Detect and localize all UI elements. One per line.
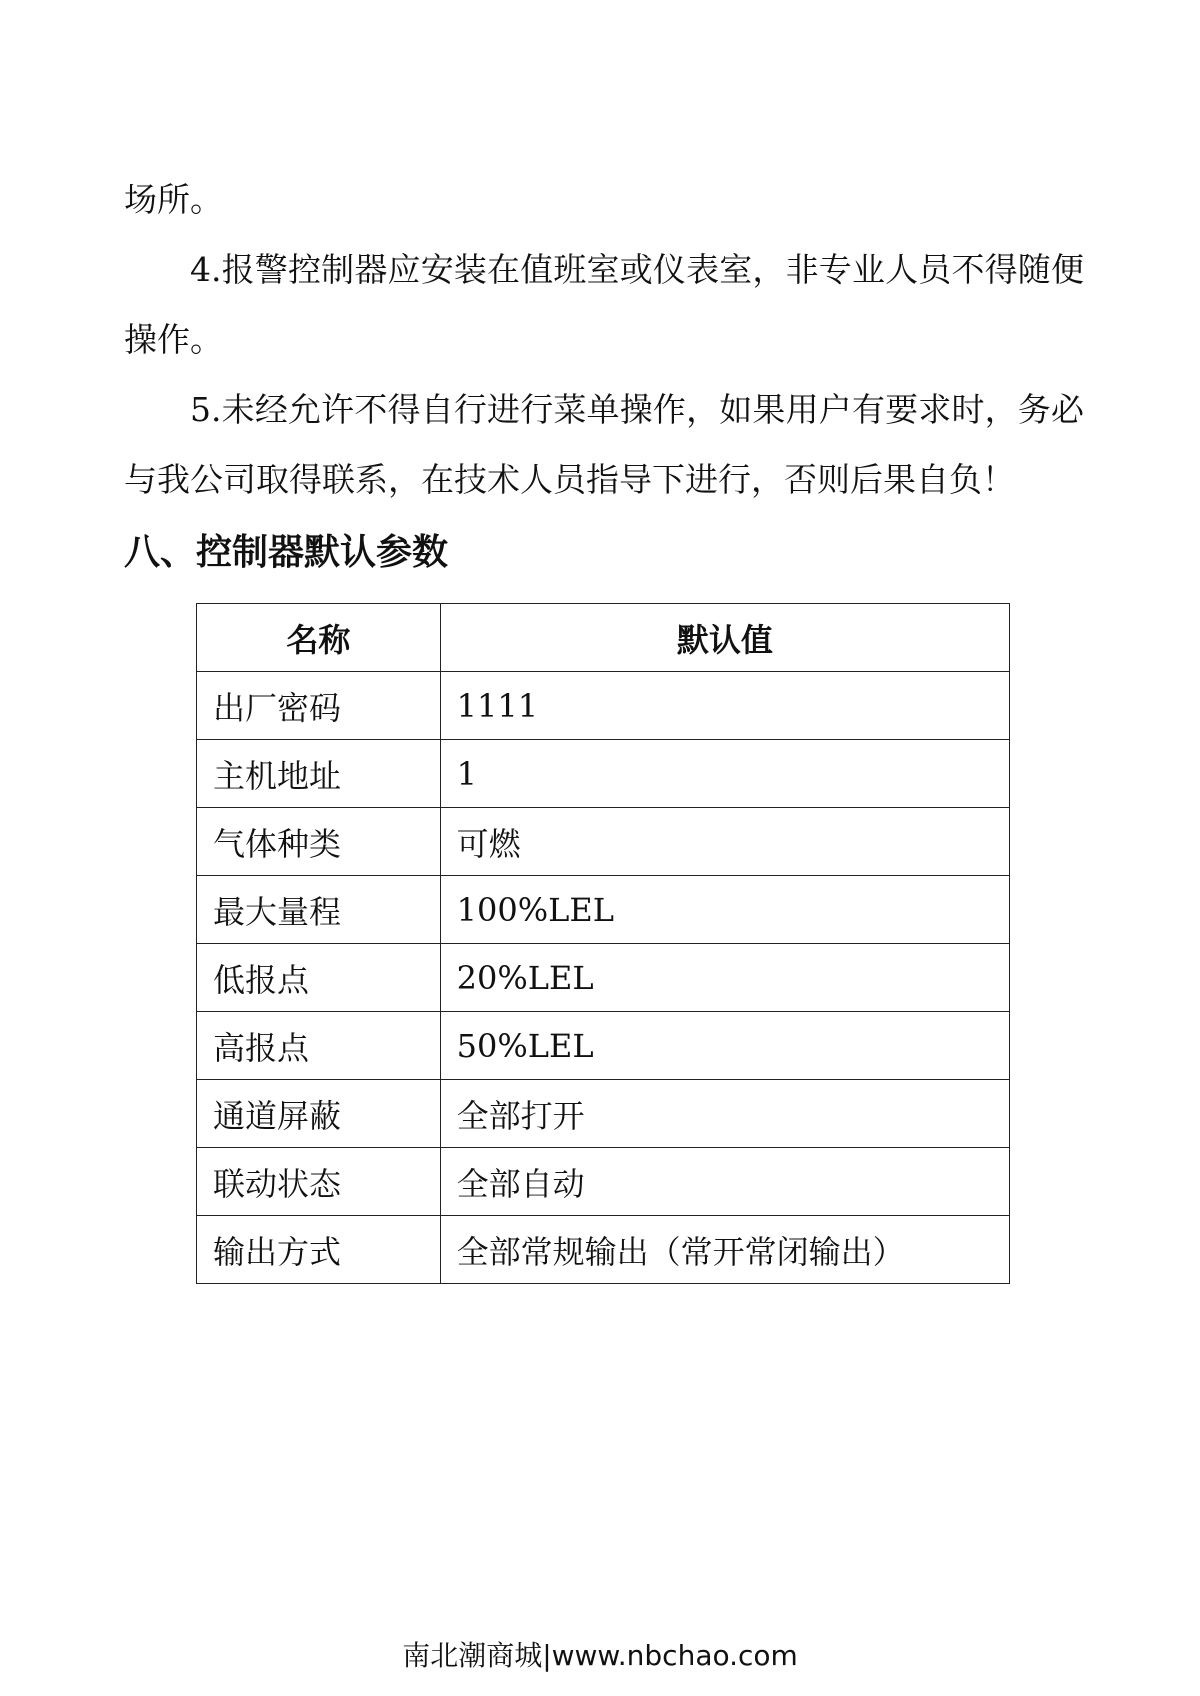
paragraph-item-4: 4.报警控制器应安装在值班室或仪表室，非专业人员不得随便操作。 <box>124 250 1084 359</box>
table-row <box>197 876 1010 944</box>
param-value: 可燃 <box>440 808 1009 876</box>
param-value: 100%LEL <box>440 876 1009 944</box>
table-row <box>197 1080 1010 1148</box>
param-name: 气体种类 <box>197 808 441 876</box>
table-row <box>197 1216 1010 1284</box>
table-header-row <box>197 604 1010 672</box>
table-row <box>197 1148 1010 1216</box>
param-name: 高报点 <box>197 1012 441 1080</box>
footer-source-link: 南北潮商城|www.nbchao.com <box>402 1639 798 1672</box>
param-name: 低报点 <box>197 944 441 1012</box>
table-row <box>197 944 1010 1012</box>
param-value: 1 <box>440 740 1009 808</box>
param-value: 全部打开 <box>440 1080 1009 1148</box>
param-name: 输出方式 <box>197 1216 441 1284</box>
param-value: 50%LEL <box>440 1012 1009 1080</box>
table-row <box>197 1012 1010 1080</box>
param-name: 出厂密码 <box>197 672 441 740</box>
param-name: 最大量程 <box>197 876 441 944</box>
param-value: 1111 <box>440 672 1009 740</box>
param-value: 全部自动 <box>440 1148 1009 1216</box>
paragraph-item-5: 5.未经允许不得自行进行菜单操作，如果用户有要求时，务必与我公司取得联系，在技术人员指导下进行，否则后果自负！ <box>124 390 1084 499</box>
param-value: 全部常规输出（常开常闭输出） <box>440 1216 1009 1284</box>
paragraph-continued: 场所。 <box>124 180 223 219</box>
param-value: 20%LEL <box>440 944 1009 1012</box>
table-row <box>197 740 1010 808</box>
header-default-value: 默认值 <box>440 604 1009 672</box>
table-row <box>197 808 1010 876</box>
param-name: 联动状态 <box>197 1148 441 1216</box>
section-heading: 八、控制器默认参数 <box>124 532 449 573</box>
header-name: 名称 <box>197 604 441 672</box>
table-row <box>197 672 1010 740</box>
default-params-table <box>196 603 1010 1284</box>
param-name: 主机地址 <box>197 740 441 808</box>
param-name: 通道屏蔽 <box>197 1080 441 1148</box>
